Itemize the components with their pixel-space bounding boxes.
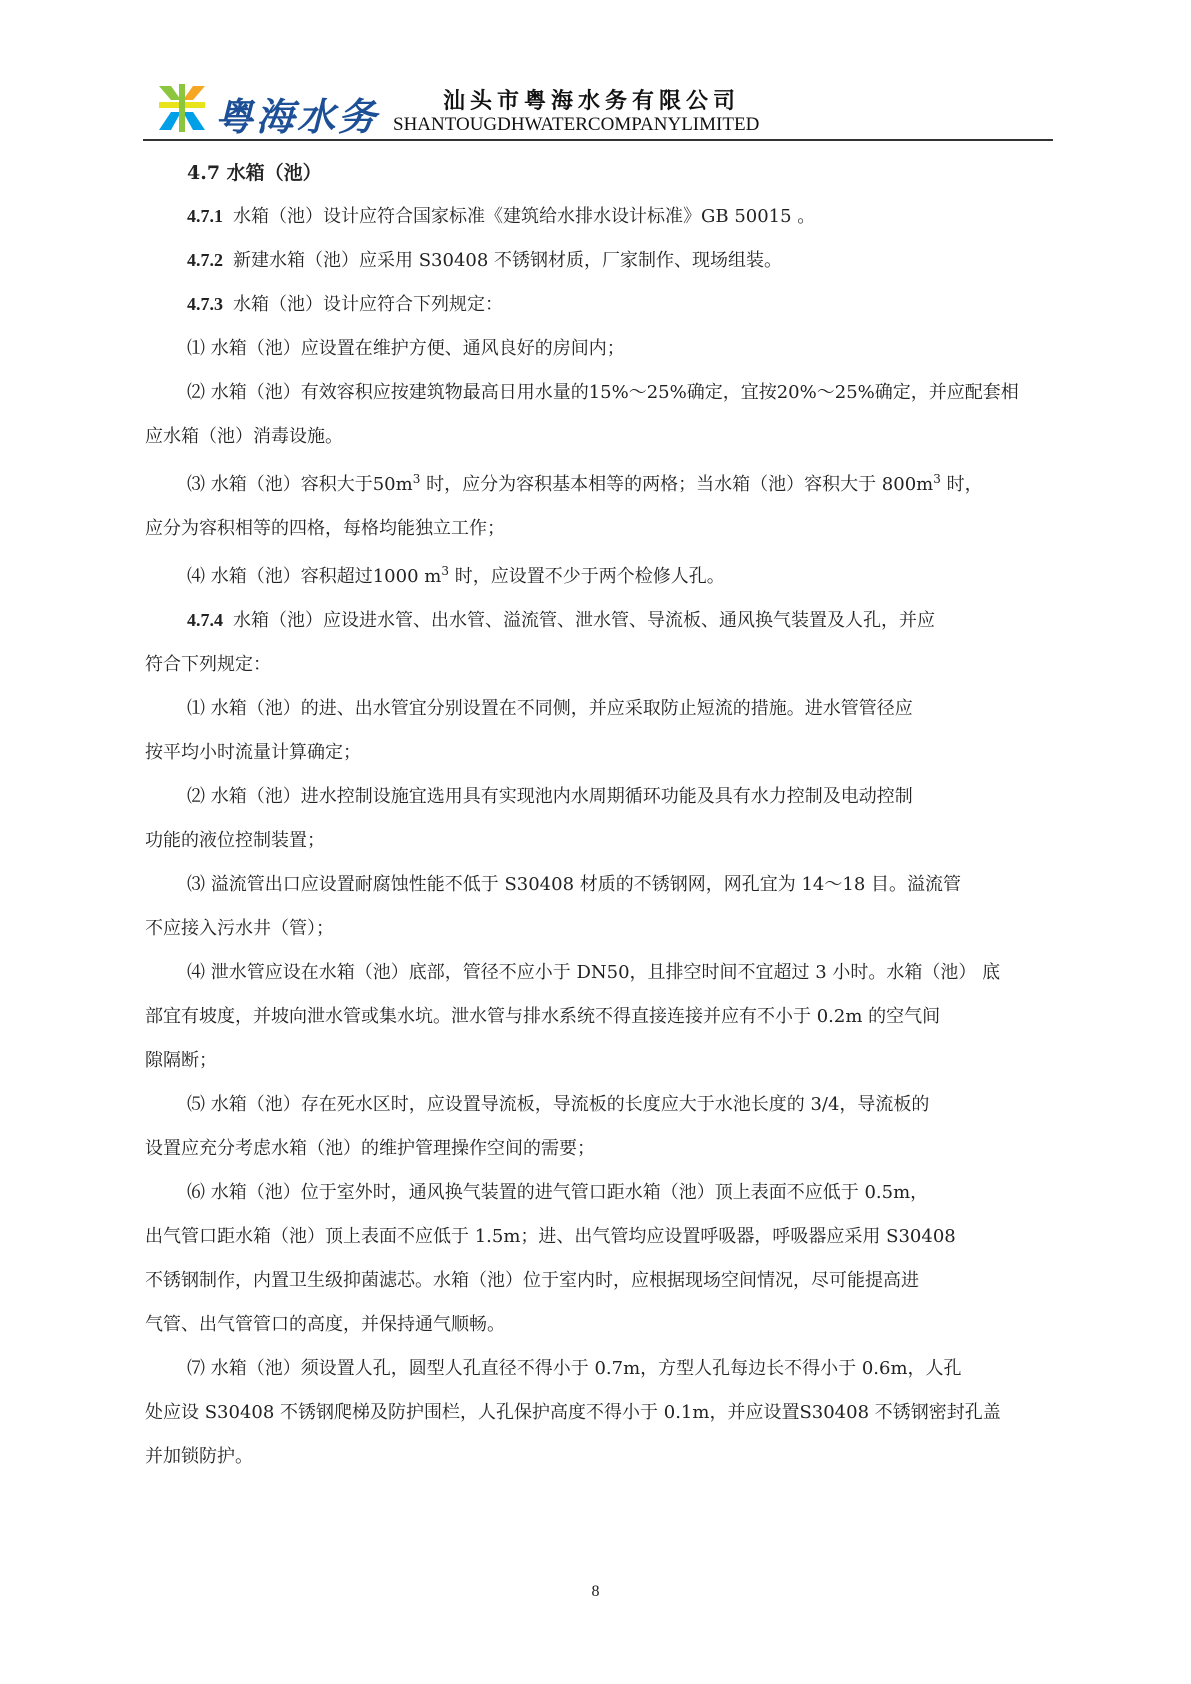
item-4-7-4-1-cont: 按平均小时流量计算确定； <box>145 742 361 763</box>
item-4-7-4-5-cont: 设置应充分考虑水箱（池）的维护管理操作空间的需要； <box>145 1138 595 1159</box>
item-4-7-3-3 <box>187 470 983 496</box>
clause-text: 水箱（池）应设进水管、出水管、溢流管、泄水管、导流板、通风换气装置及人孔，并应 <box>233 610 935 631</box>
section-title: 4.7 水箱（池） <box>187 162 322 184</box>
item-4-7-4-7: ⑺ 水箱（池）须设置人孔，圆型人孔直径不得小于 0.7m，方型人孔每边长不得小于 0.6m，人孔 <box>187 1358 962 1379</box>
item-4-7-3-2-cont: 应水箱（池）消毒设施。 <box>145 426 343 447</box>
item-4-7-4-4-cont2: 隙隔断； <box>145 1050 217 1071</box>
company-name-en: SHANTOUGDHWATERCOMPANYLIMITED <box>393 114 760 135</box>
clause-text: 新建水箱（池）应采用 S30408 不锈钢材质，厂家制作、现场组装。 <box>233 250 783 271</box>
clause-4-7-2 <box>187 246 782 272</box>
text-part: 时，应分为容积基本相等的两格；当水箱（池）容积大于 800m <box>420 474 934 495</box>
company-name-cn: 汕头市粤海水务有限公司 <box>443 88 741 114</box>
text-part: 时， <box>940 474 983 495</box>
item-4-7-4-4-cont: 部宜有坡度，并坡向泄水管或集水坑。泄水管与排水系统不得直接连接并应有不小于 0.2m 的空气间 <box>145 1006 941 1027</box>
item-4-7-3-1: ⑴ 水箱（池）应设置在维护方便、通风良好的房间内； <box>187 338 625 359</box>
text-part: 时，应设置不少于两个检修人孔。 <box>448 566 725 587</box>
item-4-7-4-5: ⑸ 水箱（池）存在死水区时，应设置导流板，导流板的长度应大于水池长度的 3/4，导流板的 <box>187 1094 930 1115</box>
clause-text: 水箱（池）设计应符合下列规定： <box>233 294 503 315</box>
item-4-7-4-6-cont2: 不锈钢制作，内置卫生级抑菌滤芯。水箱（池）位于室内时，应根据现场空间情况，尽可能提高进 <box>145 1270 919 1291</box>
header-divider <box>143 139 1053 141</box>
item-4-7-4-7-cont2: 并加锁防护。 <box>145 1446 253 1467</box>
clause-text: 水箱（池）设计应符合国家标准《建筑给水排水设计标准》GB 50015 。 <box>233 206 816 227</box>
clause-4-7-4-cont: 符合下列规定： <box>145 654 271 675</box>
clause-number: 4.7.4 <box>187 610 223 630</box>
page-header <box>143 78 1053 138</box>
text-part: ⑶ 水箱（池）容积大于50m <box>187 474 413 495</box>
text-part: ⑷ 水箱（池）容积超过1000 m <box>187 566 442 587</box>
item-4-7-4-6-cont3: 气管、出气管管口的高度，并保持通气顺畅。 <box>145 1314 505 1335</box>
item-4-7-4-4: ⑷ 泄水管应设在水箱（池）底部，管径不应小于 DN50，且排空时间不宜超过 3 小时。水箱（池） 底 <box>187 962 1001 983</box>
item-4-7-3-2: ⑵ 水箱（池）有效容积应按建筑物最高日用水量的15%～25%确定，宜按20%～25%确定，并应配套相 <box>187 382 1019 403</box>
item-4-7-4-6: ⑹ 水箱（池）位于室外时，通风换气装置的进气管口距水箱（池）顶上表面不应低于 0.5m， <box>187 1182 929 1203</box>
item-4-7-4-3-cont: 不应接入污水井（管）； <box>145 918 334 939</box>
superscript: 3 <box>441 564 449 578</box>
superscript: 3 <box>933 472 941 486</box>
clause-number: 4.7.1 <box>187 206 223 226</box>
clause-number: 4.7.2 <box>187 250 223 270</box>
item-4-7-4-6-cont: 出气管口距水箱（池）顶上表面不应低于 1.5m；进、出气管均应设置呼吸器，呼吸器应采用 S30408 <box>145 1226 956 1247</box>
logo-text: 粤海水务 <box>215 95 380 139</box>
page-number: 8 <box>591 1583 600 1600</box>
clause-4-7-4 <box>187 606 935 632</box>
item-4-7-3-3-cont: 应分为容积相等的四格，每格均能独立工作； <box>145 518 505 539</box>
item-4-7-4-2-cont: 功能的液位控制装置； <box>145 830 325 851</box>
company-logo-icon <box>157 80 207 136</box>
item-4-7-4-7-cont: 处应设 S30408 不锈钢爬梯及防护围栏，人孔保护高度不得小于 0.1m，并应设置S30408 不锈钢密封孔盖 <box>145 1402 1001 1423</box>
item-4-7-4-2: ⑵ 水箱（池）进水控制设施宜选用具有实现池内水周期循环功能及具有水力控制及电动控制 <box>187 786 913 807</box>
clause-4-7-1 <box>187 202 815 228</box>
item-4-7-3-4 <box>187 562 725 588</box>
clause-number: 4.7.3 <box>187 294 223 314</box>
clause-4-7-3 <box>187 290 503 316</box>
item-4-7-4-3: ⑶ 溢流管出口应设置耐腐蚀性能不低于 S30408 材质的不锈钢网，网孔宜为 14～18 目。溢流管 <box>187 874 962 895</box>
superscript: 3 <box>412 472 421 486</box>
item-4-7-4-1: ⑴ 水箱（池）的进、出水管宜分别设置在不同侧，并应采取防止短流的措施。进水管管径应 <box>187 698 913 719</box>
